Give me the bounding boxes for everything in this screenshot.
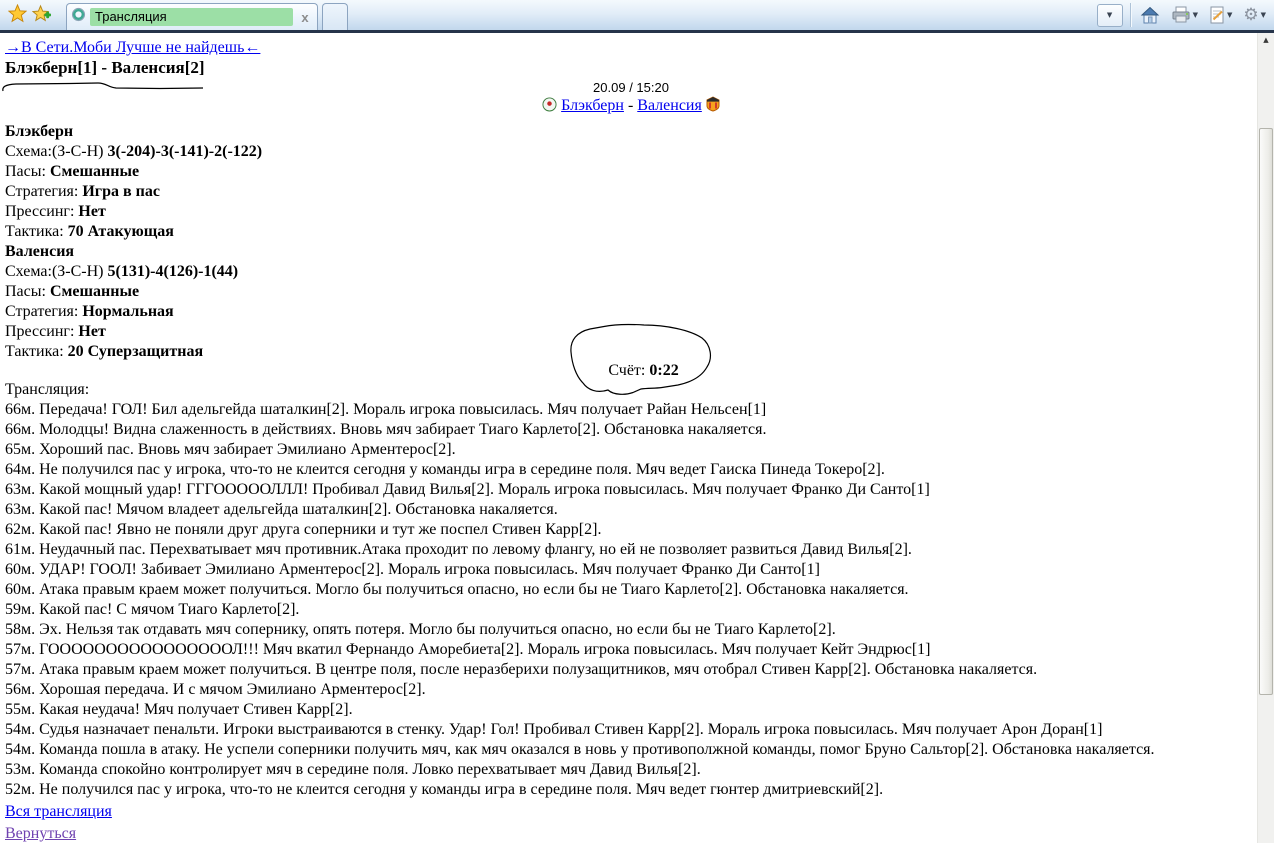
score-value: 0:22 <box>649 362 679 379</box>
broadcast-event-line: 58м. Эх. Нельзя так отдавать мяч сопернику, опять потеря. Могло бы получиться опасно, но если бы не Тиаго Карлето[2]. <box>5 621 836 638</box>
team-info-row: Схема:(З-С-Н) 5(131)-4(126)-1(44) <box>5 263 239 280</box>
broadcast-event-line: 52м. Не получился пас у игрока, что-то не клеится сегодня у команды игра в середине поля. Мяч ведет гюнтер дмитриевский[2]. <box>5 781 884 798</box>
team-info-row: Схема:(З-С-Н) 3(-204)-3(-141)-2(-122) <box>5 143 263 160</box>
team-info-row: Стратегия: Нормальная <box>5 303 174 320</box>
team-info-row: Тактика: 20 Суперзащитная <box>5 343 204 360</box>
team-info-row: Тактика: 70 Атакующая <box>5 223 174 240</box>
scroll-up-arrow-icon[interactable]: ▲ <box>1263 36 1269 44</box>
back-link[interactable]: Вернуться <box>5 825 77 842</box>
favorites-star-icon[interactable] <box>6 4 28 26</box>
chevron-down-icon[interactable]: ▼ <box>1226 11 1233 19</box>
team-name: Валенсия <box>5 243 75 260</box>
teams-line <box>5 96 1257 116</box>
vertical-scrollbar[interactable] <box>1257 33 1274 843</box>
broadcast-title: Трансляция: <box>5 381 90 398</box>
broadcast-event-line: 63м. Какой пас! Мячом владеет адельгейда шаталкин[2]. Обстановка накаляется. <box>5 501 558 518</box>
page-content <box>0 33 1257 843</box>
broadcast-event-line: 64м. Не получился пас у игрока, что-то не клеится сегодня у команды игра в середине поля. Мяч ведет Гаиска Пинеда Токеро[2]. <box>5 461 885 478</box>
team-info-row: Прессинг: Нет <box>5 323 106 340</box>
chevron-down-icon: ▼ <box>1106 11 1113 19</box>
broadcast-event-line: 66м. Передача! ГОЛ! Бил адельгейда шаталкин[2]. Мораль игрока повысилась. Мяч получает Райан Нельсен[1] <box>5 401 767 418</box>
page-title: Блэкберн[1] - Валенсия[2] <box>5 58 205 77</box>
broadcast-event-line: 62м. Какой пас! Явно не поняли друг друга соперники и тут же поспел Стивен Карр[2]. <box>5 521 602 538</box>
home-icon <box>1140 6 1160 25</box>
browser-chrome <box>0 0 1274 33</box>
broadcast-event-line: 57м. Атака правым краем может получиться. В центре поля, после неразберихи полузащитников, мяч отобрал Стивен Карр[2]. Обстановка накаляется. <box>5 661 1038 678</box>
broadcast-event-line: 55м. Какая неудача! Мяч получает Стивен Карр[2]. <box>5 701 353 718</box>
tools-button[interactable] <box>1241 5 1268 26</box>
match-datetime: 20.09 / 15:20 <box>593 80 669 95</box>
valencia-crest-icon <box>706 96 720 112</box>
quick-tabs-dropdown[interactable] <box>1097 4 1123 27</box>
gear-icon: ⚙ <box>1243 4 1259 25</box>
all-broadcast-link[interactable]: Вся трансляция <box>5 803 112 820</box>
broadcast-event-line: 65м. Хороший пас. Вновь мяч забирает Эмилиано Арментерос[2]. <box>5 441 456 458</box>
score-label: Счёт: <box>608 362 646 379</box>
broadcast-event-line: 54м. Команда пошла в атаку. Не успели соперники получить мяч, как мяч оказался в новь у противополжной команды, помог Бруно Сальтор[2]. Обстановка накаляется. <box>5 741 1155 758</box>
broadcast-event-line: 63м. Какой мощный удар! ГГГОООООЛЛЛ! Пробивал Давид Вилья[2]. Мораль игрока повысилась. Мяч получает Франко Ди Санто[1] <box>5 481 930 498</box>
browser-tab[interactable] <box>66 3 318 30</box>
team-info-row: Пасы: Смешанные <box>5 163 140 180</box>
broadcast-event-line: 60м. Атака правым краем может получиться. Могло бы получиться опасно, но если бы не Тиаго Карлето[2]. Обстановка накаляется. <box>5 581 909 598</box>
chevron-down-icon[interactable]: ▼ <box>1192 11 1198 19</box>
tab-close-icon[interactable]: x <box>301 9 309 25</box>
all-broadcast-line <box>5 801 1257 822</box>
team-info-row: Стратегия: Игра в пас <box>5 183 160 200</box>
team-info-blackburn <box>5 122 1257 242</box>
printer-icon <box>1171 6 1191 24</box>
command-bar <box>1097 0 1268 30</box>
blackburn-crest-icon <box>542 97 557 112</box>
new-tab-button[interactable] <box>322 3 348 30</box>
team-info-valencia <box>5 242 1257 362</box>
home-button[interactable] <box>1138 4 1162 27</box>
broadcast-event-line: 60м. УДАР! ГООЛ! Забивает Эмилиано Арментерос[2]. Мораль игрока повысилась. Мяч получает Франко Ди Санто[1] <box>5 561 820 578</box>
broadcast-event-line: 54м. Судья назначает пенальти. Игроки выстраиваются в стенку. Удар! Гол! Пробивал Стивен Карр[2]. Мораль игрока повысилась. Мяч получает Арон Доран[1] <box>5 721 1103 738</box>
team-info-row: Прессинг: Нет <box>5 203 106 220</box>
tab-title-highlight <box>90 8 293 26</box>
away-team-link[interactable]: Валенсия <box>637 97 702 114</box>
home-team-link[interactable]: Блэкберн <box>561 97 624 114</box>
promo-line <box>5 38 1257 58</box>
broadcast-event-line: 59м. Какой пас! С мячом Тиаго Карлето[2]. <box>5 601 300 618</box>
toolbar-separator <box>1130 3 1131 27</box>
broadcast-event-line: 53м. Команда спокойно контролирует мяч в середине поля. Ловко перехватывает мяч Давид Вилья[2]. <box>5 761 701 778</box>
chevron-down-icon[interactable]: ▼ <box>1260 11 1266 19</box>
tab-favicon-icon <box>71 7 86 27</box>
team-name: Блэкберн <box>5 123 74 140</box>
back-line <box>5 823 1257 843</box>
broadcast-event-line: 57м. ГООООООООООООООООЛ!!! Мяч вкатил Фернандо Аморебиета[2]. Мораль игрока повысилась. Мяч получает Кейт Эндрюс[1] <box>5 641 931 658</box>
add-favorite-icon[interactable] <box>30 4 52 26</box>
tab-title: Трансляция <box>95 9 167 24</box>
teams-separator: - <box>627 97 634 114</box>
page-button[interactable] <box>1207 4 1234 26</box>
page-icon <box>1209 6 1225 24</box>
promo-link[interactable]: →В Сети.Моби Лучше не найдешь← <box>5 39 261 56</box>
print-button[interactable] <box>1169 4 1200 26</box>
scrollbar-thumb[interactable] <box>1259 128 1273 695</box>
broadcast-event-line: 66м. Молодцы! Видна слаженность в действиях. Вновь мяч забирает Тиаго Карлето[2]. Обстановка накаляется. <box>5 421 767 438</box>
broadcast-event-line: 61м. Неудачный пас. Перехватывает мяч противник.Атака проходит по левому флангу, но ей не позволяет развиться Давид Вилья[2]. <box>5 541 912 558</box>
score-line <box>5 362 1257 380</box>
broadcast-events <box>5 400 1257 800</box>
broadcast-event-line: 56м. Хорошая передача. И с мячом Эмилиано Арментерос[2]. <box>5 681 426 698</box>
team-info-row: Пасы: Смешанные <box>5 283 140 300</box>
